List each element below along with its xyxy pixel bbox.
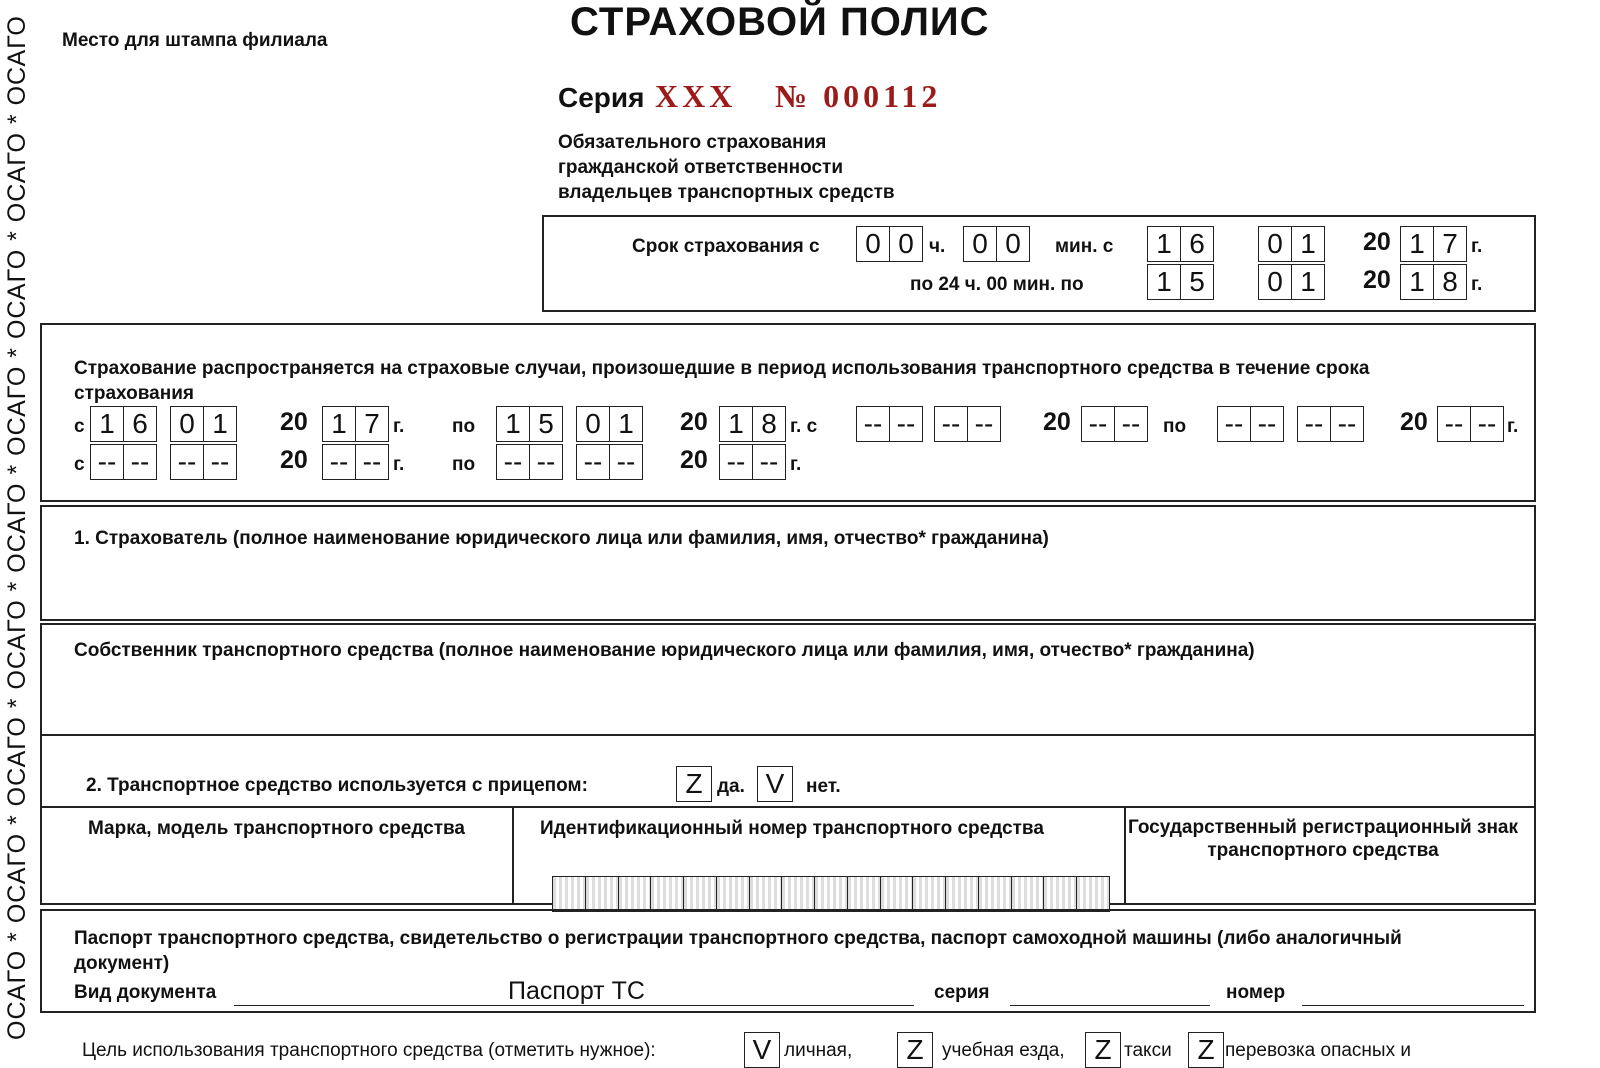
term-to-year[interactable] bbox=[1400, 264, 1467, 300]
digit: 0 bbox=[1259, 265, 1292, 299]
term-to-day[interactable] bbox=[1147, 264, 1214, 300]
osago-side-text: ОСАГО * ОСАГО * ОСАГО * ОСАГО * ОСАГО * ОСАГО * ОСАГО * ОСАГО * ОСАГО bbox=[3, 15, 31, 1040]
dash: -- bbox=[362, 446, 382, 477]
dash: -- bbox=[1337, 408, 1357, 439]
passport-series-field[interactable] bbox=[1010, 978, 1210, 1006]
term-from-month[interactable] bbox=[1258, 226, 1325, 262]
digit: 1 bbox=[323, 407, 356, 441]
dash: -- bbox=[1438, 407, 1471, 441]
year-prefix: 20 bbox=[1043, 408, 1071, 436]
trailer-yes-label: да. bbox=[717, 776, 745, 797]
dash: -- bbox=[171, 445, 204, 479]
dash: -- bbox=[1477, 408, 1497, 439]
dash: -- bbox=[91, 445, 124, 479]
page-title: СТРАХОВОЙ ПОЛИС bbox=[570, 0, 990, 44]
hours-label: ч. bbox=[929, 236, 946, 257]
period3-to-month[interactable] bbox=[576, 444, 643, 480]
vin-field[interactable] bbox=[552, 876, 1110, 912]
term-to-month[interactable] bbox=[1258, 264, 1325, 300]
dash: -- bbox=[323, 445, 356, 479]
period2-to-year[interactable] bbox=[1437, 406, 1504, 442]
dash: -- bbox=[857, 407, 890, 441]
period3-from-day[interactable] bbox=[90, 444, 157, 480]
digit: 8 bbox=[761, 408, 777, 439]
year-prefix: 20 bbox=[1363, 228, 1391, 256]
divider bbox=[1124, 806, 1126, 903]
period1-to-month[interactable] bbox=[576, 406, 643, 442]
period2-to-month[interactable] bbox=[1297, 406, 1364, 442]
stamp-place-label: Место для штампа филиала bbox=[62, 30, 328, 51]
digit: 6 bbox=[132, 408, 148, 439]
divider bbox=[512, 806, 514, 903]
passport-series-label: серия bbox=[934, 982, 990, 1003]
year-suffix: г. bbox=[393, 416, 405, 437]
digit: 1 bbox=[1300, 266, 1316, 297]
subtitle-line-2: гражданской ответственности bbox=[558, 157, 844, 178]
trailer-no-checkbox[interactable]: V bbox=[757, 766, 793, 802]
digit: 0 bbox=[1259, 227, 1292, 261]
series-label: Серия bbox=[558, 82, 645, 113]
digit: 7 bbox=[1442, 228, 1458, 259]
minutes-label: мин. с bbox=[1055, 236, 1114, 257]
digit: 0 bbox=[577, 407, 610, 441]
passport-number-field[interactable] bbox=[1302, 978, 1524, 1006]
purpose-danger-checkbox[interactable]: Z bbox=[1188, 1032, 1224, 1068]
subtitle-line-1: Обязательного страхования bbox=[558, 132, 827, 153]
dash: -- bbox=[720, 445, 753, 479]
series-value: XXX bbox=[655, 78, 737, 114]
digit: 1 bbox=[618, 408, 634, 439]
dash: -- bbox=[130, 446, 150, 477]
dash: -- bbox=[210, 446, 230, 477]
subtitle-line-3: владельцев транспортных средств bbox=[558, 182, 895, 203]
from-label: с bbox=[74, 454, 85, 475]
to-label: по bbox=[452, 416, 476, 437]
period3-from-year[interactable] bbox=[322, 444, 389, 480]
year-prefix: 20 bbox=[680, 408, 708, 436]
divider bbox=[40, 806, 1536, 808]
trailer-label: 2. Транспортное средство используется с прицепом: bbox=[86, 775, 588, 796]
digit: 5 bbox=[538, 408, 554, 439]
purpose-personal-checkbox[interactable]: V bbox=[744, 1032, 780, 1068]
period2-from-day[interactable] bbox=[856, 406, 923, 442]
period1-to-day[interactable] bbox=[496, 406, 563, 442]
divider bbox=[40, 734, 1536, 736]
period-text: Страхование распространяется на страховые случаи, произошедшие в период использования транспортного средства в течение срока страхования bbox=[74, 358, 1370, 404]
digit: 0 bbox=[1005, 228, 1021, 259]
owner-vehicle-box bbox=[40, 623, 1536, 905]
doc-type-label: Вид документа bbox=[74, 982, 217, 1003]
digit: 0 bbox=[857, 227, 890, 261]
dash: -- bbox=[1257, 408, 1277, 439]
dash: -- bbox=[1298, 407, 1331, 441]
digit: 1 bbox=[1148, 265, 1181, 299]
digit: 1 bbox=[1401, 227, 1434, 261]
digit: 6 bbox=[1189, 228, 1205, 259]
term-from-day[interactable] bbox=[1147, 226, 1214, 262]
purpose-danger-label: перевозка опасных и bbox=[1225, 1040, 1411, 1061]
trailer-yes-checkbox[interactable]: Z bbox=[676, 766, 712, 802]
digit: 0 bbox=[171, 407, 204, 441]
passport-number-label: номер bbox=[1226, 982, 1286, 1003]
digit: 0 bbox=[898, 228, 914, 259]
insurer-box bbox=[40, 505, 1536, 621]
passport-text: Паспорт транспортного средства, свидетельство о регистрации транспортного средства, паспорт самоходной машины (либо аналогичный документ) bbox=[74, 928, 1402, 974]
dash: -- bbox=[896, 408, 916, 439]
year-suffix: г. bbox=[1471, 274, 1483, 295]
vin-label: Идентификационный номер транспортного средства bbox=[540, 818, 1044, 839]
digit: 8 bbox=[1442, 266, 1458, 297]
term-to-label: по 24 ч. 00 мин. по bbox=[910, 274, 1084, 295]
digit: 1 bbox=[497, 407, 530, 441]
dash: -- bbox=[536, 446, 556, 477]
period2-from-month[interactable] bbox=[934, 406, 1001, 442]
from-label: с bbox=[74, 416, 85, 437]
dash: -- bbox=[1082, 407, 1115, 441]
dash: -- bbox=[974, 408, 994, 439]
period1-to-year[interactable] bbox=[719, 406, 786, 442]
digit: 1 bbox=[1148, 227, 1181, 261]
year-suffix: г. bbox=[1507, 416, 1519, 437]
to-label: по bbox=[1163, 416, 1187, 437]
doc-type-value: Паспорт ТС bbox=[508, 977, 645, 1005]
term-from-year[interactable] bbox=[1400, 226, 1467, 262]
trailer-no-label: нет. bbox=[806, 776, 841, 797]
period2-to-day[interactable] bbox=[1217, 406, 1284, 442]
digit: 1 bbox=[91, 407, 124, 441]
policy-number: № 000112 bbox=[775, 78, 942, 114]
purpose-training-label: учебная езда, bbox=[942, 1040, 1065, 1061]
period1-from-month[interactable] bbox=[170, 406, 237, 442]
period2-from-year[interactable] bbox=[1081, 406, 1148, 442]
term-hours[interactable] bbox=[856, 226, 923, 262]
dash: -- bbox=[1121, 408, 1141, 439]
year-suffix: г. bbox=[1471, 236, 1483, 257]
make-model-label: Марка, модель транспортного средства bbox=[88, 818, 465, 839]
digit: 1 bbox=[720, 407, 753, 441]
digit: 1 bbox=[212, 408, 228, 439]
dash: -- bbox=[577, 445, 610, 479]
dash: -- bbox=[497, 445, 530, 479]
digit: 5 bbox=[1189, 266, 1205, 297]
term-from-label: Срок страхования с bbox=[632, 236, 820, 257]
year-prefix: 20 bbox=[280, 408, 308, 436]
digit: 7 bbox=[364, 408, 380, 439]
period3-from-month[interactable] bbox=[170, 444, 237, 480]
digit: 0 bbox=[964, 227, 997, 261]
to-label: по bbox=[452, 454, 476, 475]
year-prefix: 20 bbox=[1400, 408, 1428, 436]
insurer-label: 1. Страхователь (полное наименование юридического лица или фамилия, имя, отчество* гражданина) bbox=[74, 528, 1049, 549]
year-suffix-from: г. с bbox=[790, 416, 818, 437]
year-prefix: 20 bbox=[1363, 266, 1391, 294]
period3-to-year[interactable] bbox=[719, 444, 786, 480]
digit: 1 bbox=[1401, 265, 1434, 299]
period1-from-day[interactable] bbox=[90, 406, 157, 442]
plate-label: Государственный регистрационный знак транспортного средства bbox=[1128, 817, 1518, 861]
digit: 1 bbox=[1300, 228, 1316, 259]
year-prefix: 20 bbox=[280, 446, 308, 474]
purpose-personal-label: личная, bbox=[784, 1040, 853, 1061]
dash: -- bbox=[616, 446, 636, 477]
purpose-training-checkbox[interactable]: Z bbox=[897, 1032, 933, 1068]
purpose-label: Цель использования транспортного средства (отметить нужное): bbox=[82, 1040, 656, 1061]
term-minutes[interactable] bbox=[963, 226, 1030, 262]
purpose-taxi-label: такси bbox=[1124, 1040, 1172, 1061]
year-prefix: 20 bbox=[680, 446, 708, 474]
period3-to-day[interactable] bbox=[496, 444, 563, 480]
period1-from-year[interactable] bbox=[322, 406, 389, 442]
year-suffix: г. bbox=[790, 454, 802, 475]
dash: -- bbox=[1218, 407, 1251, 441]
year-suffix: г. bbox=[393, 454, 405, 475]
dash: -- bbox=[759, 446, 779, 477]
purpose-taxi-checkbox[interactable]: Z bbox=[1085, 1032, 1121, 1068]
dash: -- bbox=[935, 407, 968, 441]
owner-label: Собственник транспортного средства (полное наименование юридического лица или фамилия, имя, отчество* гражданина) bbox=[74, 640, 1255, 661]
